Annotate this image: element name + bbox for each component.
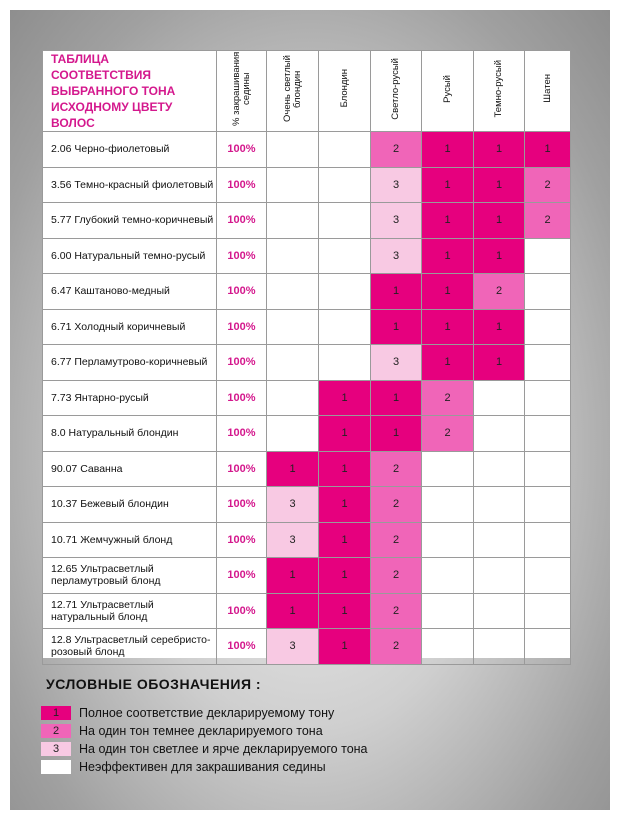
gray-coverage-value: 100% xyxy=(217,593,267,629)
match-cell: 2 xyxy=(371,451,422,487)
gray-coverage-value: 100% xyxy=(217,558,267,594)
match-cell: 2 xyxy=(371,522,422,558)
match-cell: 1 xyxy=(267,593,319,629)
match-cell xyxy=(474,593,525,629)
shade-name: 6.47 Каштаново-медный xyxy=(43,274,217,310)
match-cell xyxy=(525,629,571,665)
match-cell: 3 xyxy=(267,522,319,558)
match-cell: 3 xyxy=(371,238,422,274)
table-title-cell xyxy=(43,51,217,132)
match-cell: 2 xyxy=(422,416,474,452)
match-cell: 3 xyxy=(371,167,422,203)
match-cell xyxy=(319,132,371,168)
match-cell: 1 xyxy=(422,309,474,345)
match-cell xyxy=(525,593,571,629)
match-cell xyxy=(319,345,371,381)
legend-item xyxy=(41,706,334,720)
match-cell xyxy=(422,451,474,487)
match-cell: 2 xyxy=(525,203,571,239)
gray-coverage-value: 100% xyxy=(217,345,267,381)
table-row xyxy=(43,487,571,523)
match-cell: 1 xyxy=(422,274,474,310)
gray-coverage-value: 100% xyxy=(217,487,267,523)
column-header-light-brown xyxy=(371,51,422,132)
match-cell: 2 xyxy=(371,629,422,665)
match-cell xyxy=(474,558,525,594)
match-cell xyxy=(474,380,525,416)
gray-coverage-value: 100% xyxy=(217,416,267,452)
legend-title: УСЛОВНЫЕ ОБОЗНАЧЕНИЯ : xyxy=(46,676,262,692)
match-cell: 1 xyxy=(474,309,525,345)
match-cell xyxy=(422,487,474,523)
match-cell xyxy=(319,274,371,310)
match-cell: 3 xyxy=(371,345,422,381)
match-cell: 1 xyxy=(267,558,319,594)
legend-text: На один тон светлее и ярче декларируемого тона xyxy=(79,742,368,756)
table-row xyxy=(43,593,571,629)
shade-name: 12.71 Ультрасветлый натуральный блонд xyxy=(43,593,217,629)
match-cell: 2 xyxy=(422,380,474,416)
match-cell xyxy=(525,380,571,416)
gray-coverage-value: 100% xyxy=(217,132,267,168)
match-cell: 1 xyxy=(267,451,319,487)
match-cell: 1 xyxy=(525,132,571,168)
gray-coverage-value: 100% xyxy=(217,629,267,665)
shade-name: 6.00 Натуральный темно-русый xyxy=(43,238,217,274)
match-cell xyxy=(422,522,474,558)
table-row xyxy=(43,203,571,239)
match-cell: 1 xyxy=(422,238,474,274)
gray-coverage-value: 100% xyxy=(217,238,267,274)
table-row xyxy=(43,238,571,274)
match-cell xyxy=(319,167,371,203)
match-cell: 1 xyxy=(319,380,371,416)
match-cell xyxy=(525,274,571,310)
match-cell: 3 xyxy=(267,487,319,523)
column-header-blonde xyxy=(319,51,371,132)
match-cell xyxy=(525,416,571,452)
match-cell xyxy=(525,345,571,381)
match-cell: 1 xyxy=(422,203,474,239)
match-cell xyxy=(267,132,319,168)
table-row xyxy=(43,522,571,558)
column-header-label: Русый xyxy=(441,74,453,103)
table-row xyxy=(43,345,571,381)
legend-text: На один тон темнее декларируемого тона xyxy=(79,724,323,738)
gray-coverage-value: 100% xyxy=(217,203,267,239)
match-cell: 1 xyxy=(474,132,525,168)
legend-item xyxy=(41,724,323,738)
column-header-label: % закрашивания седины xyxy=(230,51,252,126)
legend-swatch: 1 xyxy=(41,706,71,720)
match-cell: 1 xyxy=(319,522,371,558)
match-cell: 1 xyxy=(474,167,525,203)
match-cell: 1 xyxy=(422,167,474,203)
match-cell xyxy=(267,345,319,381)
match-cell xyxy=(474,416,525,452)
shade-name: 6.77 Перламутрово-коричневый xyxy=(43,345,217,381)
column-header-very-light-blonde xyxy=(267,51,319,132)
legend-item xyxy=(41,742,368,756)
gray-coverage-value: 100% xyxy=(217,380,267,416)
match-cell xyxy=(525,558,571,594)
match-cell xyxy=(267,416,319,452)
match-cell: 1 xyxy=(319,629,371,665)
compatibility-sheet xyxy=(42,50,570,658)
match-cell: 2 xyxy=(371,132,422,168)
column-header-label: Темно-русый xyxy=(493,59,504,118)
match-cell: 2 xyxy=(371,558,422,594)
match-cell xyxy=(267,274,319,310)
gray-coverage-value: 100% xyxy=(217,167,267,203)
table-row xyxy=(43,416,571,452)
match-cell: 1 xyxy=(422,132,474,168)
match-cell: 1 xyxy=(371,416,422,452)
match-cell xyxy=(267,380,319,416)
match-cell xyxy=(474,522,525,558)
table-row xyxy=(43,629,571,665)
column-header-dark-brown xyxy=(474,51,525,132)
match-cell: 1 xyxy=(371,309,422,345)
match-cell: 1 xyxy=(371,274,422,310)
shade-name: 7.73 Янтарно-русый xyxy=(43,380,217,416)
match-cell xyxy=(267,167,319,203)
match-cell: 1 xyxy=(474,238,525,274)
column-header-brown xyxy=(422,51,474,132)
match-cell: 1 xyxy=(319,416,371,452)
shade-name: 12.8 Ультрасветлый серебристо-розовый блонд xyxy=(43,629,217,665)
match-cell xyxy=(422,629,474,665)
column-header-gray-coverage xyxy=(217,51,267,132)
match-cell: 1 xyxy=(474,345,525,381)
match-cell xyxy=(422,558,474,594)
legend-swatch xyxy=(41,760,71,774)
match-cell xyxy=(525,487,571,523)
shade-name: 6.71 Холодный коричневый xyxy=(43,309,217,345)
match-cell xyxy=(474,487,525,523)
column-header-label: Очень светлый блондин xyxy=(281,55,303,122)
match-cell: 1 xyxy=(319,593,371,629)
table-row xyxy=(43,380,571,416)
shade-name: 10.71 Жемчужный блонд xyxy=(43,522,217,558)
column-header-label: Светло-русый xyxy=(390,57,401,120)
table-title: ТАБЛИЦА СООТВЕТСТВИЯ ВЫБРАННОГО ТОНА ИСХОДНОМУ ЦВЕТУ ВОЛОС xyxy=(51,52,176,130)
legend-text: Полное соответствие декларируемому тону xyxy=(79,706,335,720)
match-cell: 1 xyxy=(371,380,422,416)
column-header-label: Блондин xyxy=(338,69,350,108)
shade-name: 10.37 Бежевый блондин xyxy=(43,487,217,523)
gray-coverage-value: 100% xyxy=(217,522,267,558)
table-row xyxy=(43,309,571,345)
match-cell xyxy=(525,309,571,345)
table-header-row xyxy=(43,51,571,132)
gray-coverage-value: 100% xyxy=(217,274,267,310)
match-cell: 1 xyxy=(319,558,371,594)
legend-swatch: 3 xyxy=(41,742,71,756)
compatibility-table xyxy=(42,50,571,665)
match-cell xyxy=(319,203,371,239)
match-cell: 2 xyxy=(525,167,571,203)
gray-coverage-value: 100% xyxy=(217,309,267,345)
match-cell xyxy=(525,451,571,487)
shade-name: 8.0 Натуральный блондин xyxy=(43,416,217,452)
column-header-chestnut xyxy=(525,51,571,132)
shade-name: 3.56 Темно-красный фиолетовый xyxy=(43,167,217,203)
shade-name: 2.06 Черно-фиолетовый xyxy=(43,132,217,168)
shade-name: 12.65 Ультрасветлый перламутровый блонд xyxy=(43,558,217,594)
match-cell xyxy=(525,238,571,274)
match-cell xyxy=(474,451,525,487)
table-row xyxy=(43,451,571,487)
table-row xyxy=(43,558,571,594)
table-row xyxy=(43,132,571,168)
match-cell xyxy=(267,238,319,274)
match-cell xyxy=(474,629,525,665)
match-cell: 2 xyxy=(474,274,525,310)
match-cell: 2 xyxy=(371,487,422,523)
table-row xyxy=(43,274,571,310)
legend-item xyxy=(41,760,326,774)
match-cell xyxy=(525,522,571,558)
match-cell xyxy=(422,593,474,629)
match-cell: 1 xyxy=(422,345,474,381)
gray-coverage-value: 100% xyxy=(217,451,267,487)
match-cell: 1 xyxy=(474,203,525,239)
column-header-label: Шатен xyxy=(541,74,553,103)
match-cell: 3 xyxy=(267,629,319,665)
shade-name: 5.77 Глубокий темно-коричневый xyxy=(43,203,217,239)
match-cell xyxy=(319,238,371,274)
match-cell: 1 xyxy=(319,451,371,487)
match-cell xyxy=(319,309,371,345)
table-row xyxy=(43,167,571,203)
match-cell xyxy=(267,203,319,239)
match-cell xyxy=(267,309,319,345)
match-cell: 2 xyxy=(371,593,422,629)
legend-text: Неэффективен для закрашивания седины xyxy=(79,760,326,774)
legend-swatch: 2 xyxy=(41,724,71,738)
match-cell: 3 xyxy=(371,203,422,239)
match-cell: 1 xyxy=(319,487,371,523)
shade-name: 90.07 Саванна xyxy=(43,451,217,487)
